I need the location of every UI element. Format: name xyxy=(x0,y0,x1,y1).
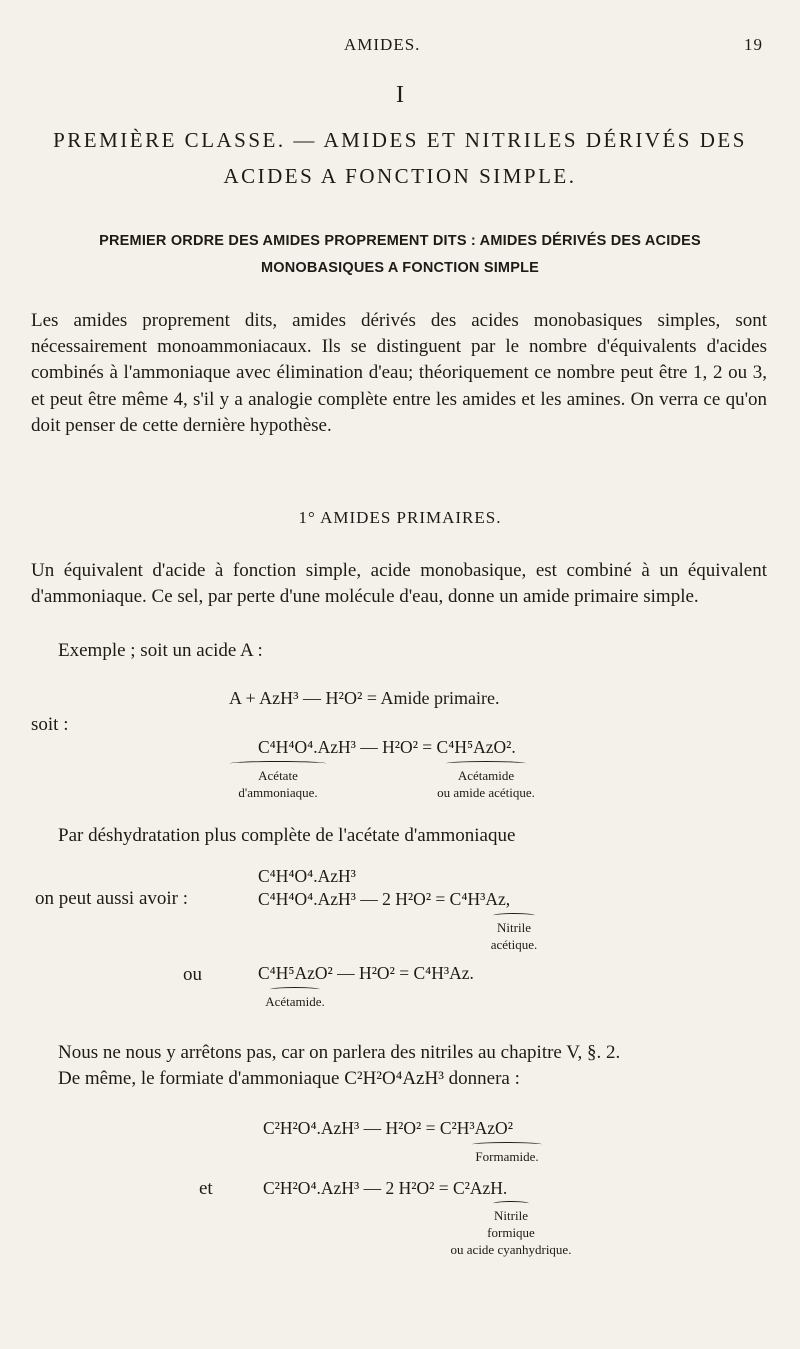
brace-acetamide-2 xyxy=(270,987,320,992)
label-acetamide-line1: Acétamide xyxy=(457,768,515,783)
label-acetamide-2 xyxy=(252,987,338,1010)
label-acetate-line2: d'ammoniaque. xyxy=(238,785,318,800)
brace-acetate xyxy=(230,761,326,766)
subheading-line2: MONOBASIQUES A FONCTION SIMPLE xyxy=(260,260,540,276)
label-acetamide-2-text: Acétamide. xyxy=(265,994,325,1009)
label-acetate-line1: Acétate xyxy=(258,768,298,783)
label-formic-nitrile-line1: Nitrile xyxy=(494,1208,528,1223)
paragraph-dehydration: Par déshydratation plus complète de l'acétate d'ammoniaque xyxy=(58,825,516,846)
label-formic-nitrile xyxy=(426,1201,596,1258)
label-acetamide-line2: ou amide acétique. xyxy=(437,785,535,800)
brace-formamide xyxy=(472,1142,542,1147)
paragraph-formiate-line2: De même, le formiate d'ammoniaque C²H²O⁴AzH³ donnera : xyxy=(58,1068,520,1089)
subheading-line1: PREMIER ORDRE DES AMIDES PROPREMENT DITS : AMIDES DÉRIVÉS DES ACIDES xyxy=(99,233,701,249)
formula-acetate-ammonia: C⁴H⁴O⁴.AzH³ xyxy=(258,866,356,886)
label-formamide xyxy=(452,1142,562,1165)
brace-acetic-nitrile xyxy=(493,913,535,918)
equation-formamide: C²H²O⁴.AzH³ — H²O² = C²H³AzO² xyxy=(263,1118,513,1138)
equation-acetate: C⁴H⁴O⁴.AzH³ — H²O² = C⁴H⁵AzO². xyxy=(258,737,516,757)
section-heading: 1° AMIDES PRIMAIRES. xyxy=(298,508,502,527)
chapter-numeral: I xyxy=(396,82,404,108)
equation-formic-nitrile: C²H²O⁴.AzH³ — 2 H²O² = C²AzH. xyxy=(263,1178,508,1198)
intro-et: et xyxy=(199,1178,213,1199)
label-acetic-nitrile-line1: Nitrile xyxy=(497,920,531,935)
equation-acetamide-dehydration: C⁴H⁵AzO² — H²O² = C⁴H³Az. xyxy=(258,963,474,983)
paragraph-nitriles-line1: Nous ne nous y arrêtons pas, car on parlera des nitriles au chapitre V, §. 2. xyxy=(58,1042,621,1063)
label-acetate xyxy=(220,761,336,801)
equation-nitrile-acetic: C⁴H⁴O⁴.AzH³ — 2 H²O² = C⁴H³Az, xyxy=(258,889,511,909)
soit-label: soit : xyxy=(31,714,69,735)
chapter-title-line1: PREMIÈRE CLASSE. — AMIDES ET NITRILES DÉRIVÉS DES xyxy=(53,128,747,152)
brace-formic-nitrile xyxy=(493,1201,529,1206)
label-acetic-nitrile-line2: acétique. xyxy=(490,937,538,952)
running-title: AMIDES. xyxy=(344,35,421,54)
chapter-title-line2: ACIDES A FONCTION SIMPLE. xyxy=(223,164,577,188)
label-formic-nitrile-line3: ou acide cyanhydrique. xyxy=(450,1242,572,1257)
equation-general: A + AzH³ — H²O² = Amide primaire. xyxy=(229,688,500,708)
label-acetamide xyxy=(418,761,554,801)
label-formic-nitrile-line2: formique xyxy=(487,1225,535,1240)
intro-ou: ou xyxy=(183,964,202,985)
label-acetic-nitrile xyxy=(474,913,554,953)
intro-also: on peut aussi avoir : xyxy=(35,888,189,909)
label-formamide-text: Formamide. xyxy=(475,1149,539,1164)
page-number: 19 xyxy=(744,35,763,54)
paragraph-primary-amides: Un équivalent d'acide à fonction simple, acide monobasique, est combiné à un équivalent d'ammoniaque. Ce sel, par perte d'une molécule d'eau, donne un amide primaire simple. xyxy=(31,560,767,608)
example-line: Exemple ; soit un acide A : xyxy=(58,640,263,661)
paragraph-intro: Les amides proprement dits, amides dérivés des acides monobasiques simples, sont nécessairement monoammoniacaux. Ils se distinguent par le nombre d'équivalents d'acides combinés à l'ammoniaque avec élimination d'eau; théoriquement ce nombre peut être 1, 2 ou 3, et peut être même 4, s'il y a analogie complète entre les amides et les amines. On verra ce qu'on doit penser de cette dernière hypothèse. xyxy=(31,310,767,436)
brace-acetamide xyxy=(446,761,526,766)
